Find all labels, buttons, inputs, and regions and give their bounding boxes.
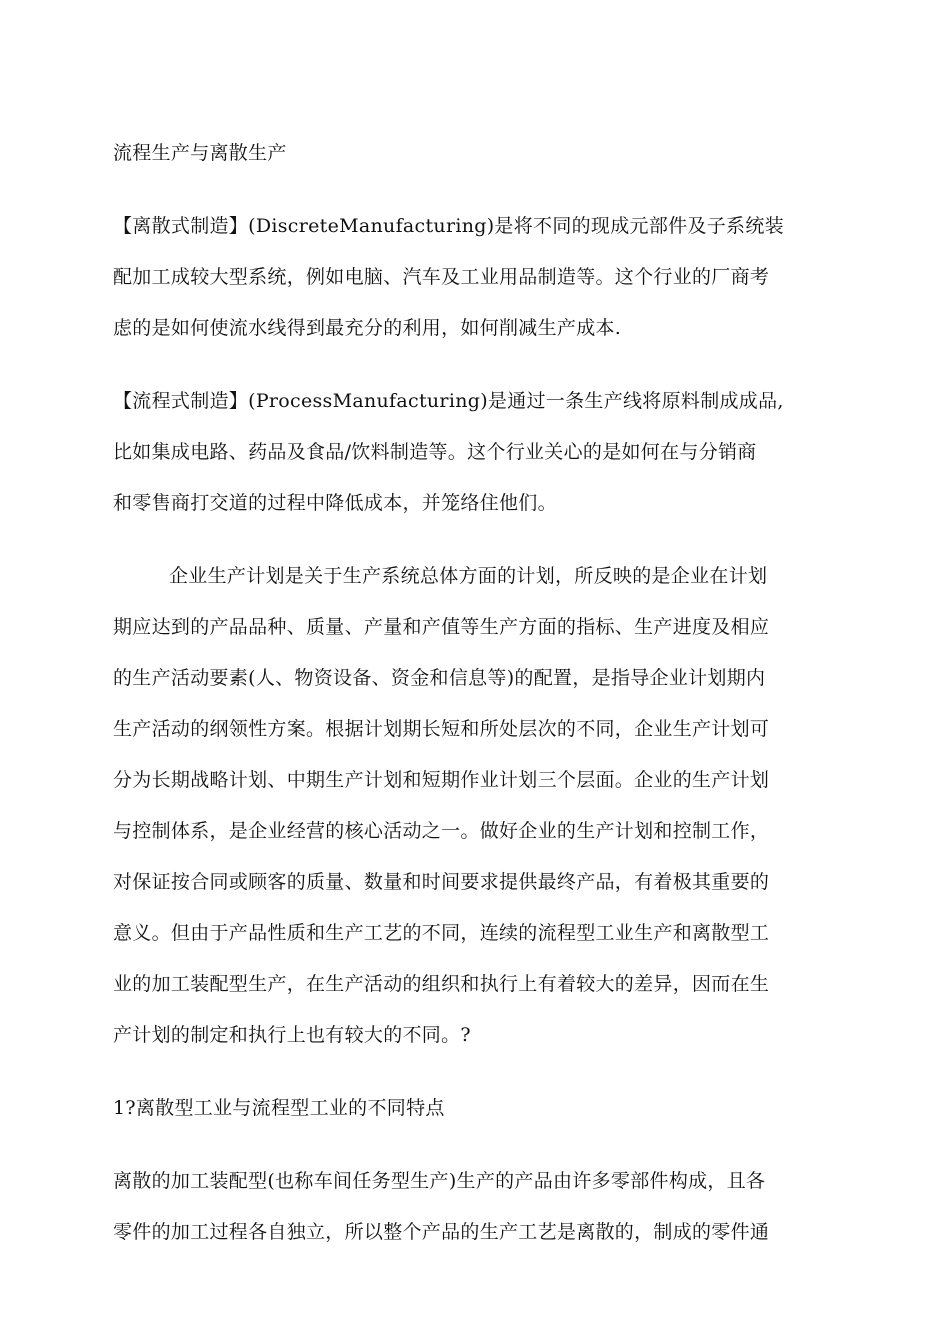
paragraph-gap [113,179,839,201]
document-title: 流程生产与离散生产 [113,142,287,164]
paragraph-line: 虑的是如何使流水线得到最充分的利用，如何削减生产成本. [113,317,622,339]
paragraph-discrete-manufacturing [113,201,839,354]
paragraph-line: 生产活动的纲领性方案。根据计划期长短和所处层次的不同，企业生产计划可 [113,718,770,740]
paragraph-line: 和零售商打交道的过程中降低成本，并笼络住他们。 [113,492,557,514]
paragraph-line: 与控制体系，是企业经营的核心活动之一。做好企业的生产计划和控制工作， [113,820,770,842]
paragraph-production-planning [113,551,839,1061]
paragraph-line: 业的加工装配型生产，在生产活动的组织和执行上有着较大的差异，因而在生 [113,973,770,995]
section-heading: 1?离散型工业与流程型工业的不同特点 [113,1097,445,1119]
paragraph-line: 期应达到的产品品种、质量、产量和产值等生产方面的指标、生产进度及相应 [113,616,770,638]
paragraph-line: 企业生产计划是关于生产系统总体方面的计划，所反映的是企业在计划 [169,565,768,587]
paragraph-line: 离散的加工装配型(也称车间任务型生产)生产的产品由许多零部件构成，且各 [113,1170,766,1192]
paragraph-line: 意义。但由于产品性质和生产工艺的不同，连续的流程型工业生产和离散型工 [113,922,770,944]
paragraph-line: 配加工成较大型系统，例如电脑、汽车及工业用品制造等。这个行业的厂商考 [113,266,770,288]
paragraph-line: 【离散式制造】(DiscreteManufacturing)是将不同的现成元部件及子系统装 [113,215,784,237]
paragraph-line: 的生产活动要素(人、物资设备、资金和信息等)的配置，是指导企业计划期内 [113,667,766,689]
paragraph-gap [113,529,839,551]
paragraph-line: 分为长期战略计划、中期生产计划和短期作业计划三个层面。企业的生产计划 [113,769,770,791]
paragraph-gap [113,1134,839,1156]
paragraph-line: 对保证按合同或顾客的质量、数量和时间要求提供最终产品，有着极其重要的 [113,871,770,893]
document-body [113,128,839,1258]
paragraph-process-manufacturing [113,376,839,529]
paragraph-gap [113,354,839,376]
paragraph-line: 比如集成电路、药品及食品/饮料制造等。这个行业关心的是如何在与分销商 [113,441,757,463]
paragraph-line: 产计划的制定和执行上也有较大的不同。? [113,1024,471,1046]
paragraph-line: 零件的加工过程各自独立，所以整个产品的生产工艺是离散的，制成的零件通 [113,1221,770,1243]
paragraph-line: 【流程式制造】(ProcessManufacturing)是通过一条生产线将原料制成成品, [113,390,784,412]
paragraph-gap [113,1061,839,1083]
paragraph-discrete-features [113,1156,839,1258]
